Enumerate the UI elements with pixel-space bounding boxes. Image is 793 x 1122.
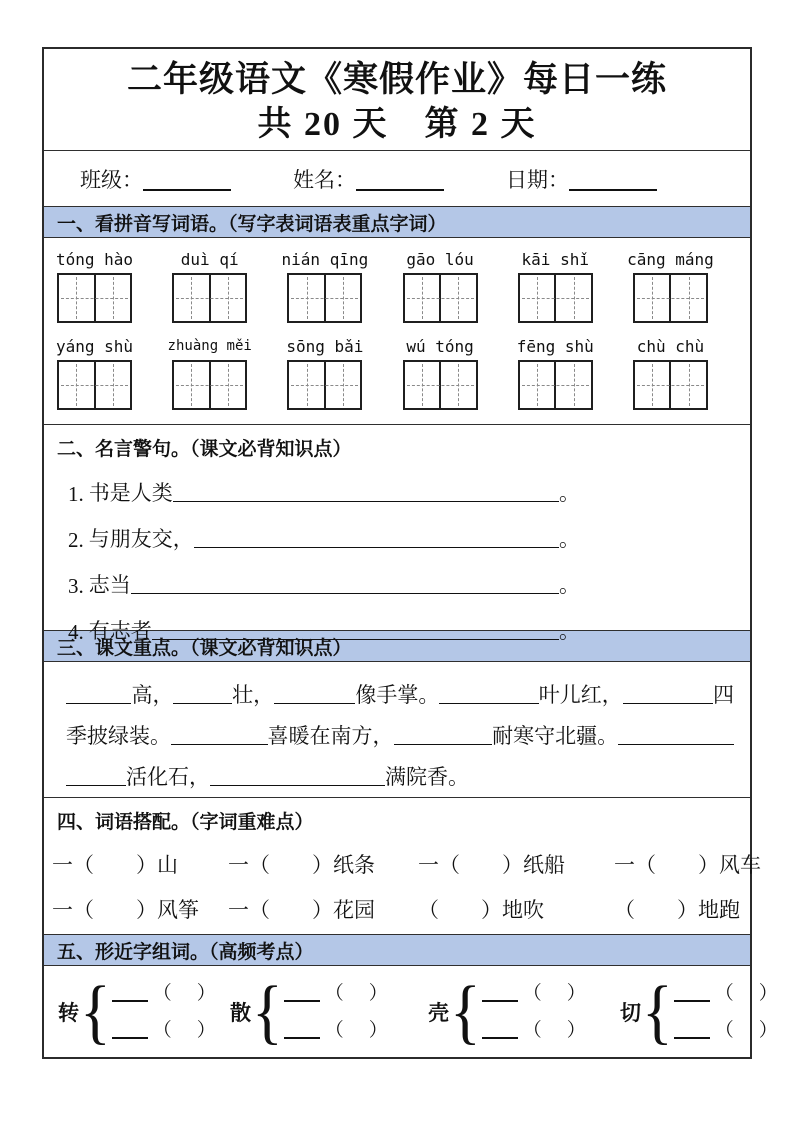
writing-box[interactable] — [287, 273, 362, 323]
answer-blank-line[interactable] — [173, 500, 559, 502]
word-paren-blank[interactable]: （ ） — [714, 1020, 781, 1041]
word-paren-blank[interactable]: （ ） — [324, 1020, 391, 1041]
pinyin-group — [403, 336, 478, 410]
class-field — [80, 164, 231, 194]
dashed-guide — [291, 298, 358, 299]
answer-blank-line[interactable] — [674, 1037, 710, 1039]
matching-item[interactable]: 一（ ）花园 — [228, 898, 375, 922]
dashed-guide — [637, 298, 704, 299]
word-paren-blank[interactable]: （ ） — [324, 983, 391, 1004]
pinyin-label: wú tóng — [406, 337, 474, 356]
section4 — [44, 797, 761, 934]
pinyin-group — [518, 249, 593, 323]
matching-row-2 — [44, 894, 750, 924]
answer-blank-line[interactable] — [284, 1037, 320, 1039]
pinyin-label: tóng hào — [55, 250, 134, 269]
dashed-guide — [637, 385, 704, 386]
pinyin-label: gāo lóu — [406, 250, 474, 269]
answer-blank-line[interactable] — [66, 702, 131, 704]
date-field — [506, 164, 657, 194]
passage-line-1 — [66, 668, 734, 709]
word-paren-blank[interactable]: （ ） — [152, 1020, 219, 1041]
matching-item[interactable]: 一（ ）纸条 — [228, 853, 375, 877]
matching-item[interactable]: （ ）地跑 — [614, 898, 740, 922]
section5-header-text: 五、形近字组词。（高频考点） — [57, 941, 314, 963]
pinyin-group — [627, 249, 714, 323]
matching-item[interactable]: 一（ ）山 — [52, 853, 178, 877]
passage-text: 像手掌。 — [355, 683, 440, 707]
brace-group — [230, 971, 428, 1051]
pinyin-label: duì qí — [180, 250, 239, 269]
word-paren-blank[interactable]: （ ） — [522, 983, 589, 1004]
base-character: 转 — [58, 1000, 79, 1025]
quote-suffix: 。 — [559, 619, 580, 643]
answer-blank-line[interactable] — [623, 702, 713, 704]
pinyin-group — [57, 249, 132, 323]
pinyin-label: kāi shǐ — [521, 250, 589, 269]
name-blank-line[interactable] — [356, 189, 444, 191]
writing-box[interactable] — [633, 273, 708, 323]
pinyin-label: fēng shù — [516, 337, 594, 356]
item-number: 2. — [68, 528, 84, 552]
dashed-guide — [176, 298, 243, 299]
date-blank-line[interactable] — [569, 189, 657, 191]
brace-icon: { — [252, 971, 283, 1051]
section3-header — [44, 630, 750, 661]
answer-blank-line[interactable] — [482, 1000, 518, 1002]
passage-text: 喜暖在南方， — [267, 724, 394, 748]
dashed-guide — [291, 385, 358, 386]
brace-icon: { — [450, 971, 481, 1051]
worksheet-table — [42, 47, 781, 1059]
section2 — [44, 424, 750, 644]
pinyin-group — [518, 336, 593, 410]
pinyin-label: sōng bǎi — [286, 337, 364, 356]
section2-header: 二、名言警句。（课文必背知识点） — [57, 439, 352, 460]
page-title: 二年级语文《寒假作业》每日一练 — [126, 60, 667, 99]
pinyin-label: nián qīng — [281, 250, 369, 269]
title-cell — [44, 49, 750, 150]
passage-text: 活化石， — [126, 765, 210, 789]
writing-box[interactable] — [403, 273, 478, 323]
answer-blank-line[interactable] — [171, 743, 268, 745]
class-blank-line[interactable] — [143, 189, 231, 191]
passage-text: 高， — [131, 683, 174, 707]
section5-content — [44, 965, 781, 1057]
dashed-guide — [522, 298, 589, 299]
name-label: 姓名： — [293, 167, 356, 192]
dashed-guide — [176, 385, 243, 386]
answer-blank-line[interactable] — [482, 1037, 518, 1039]
writing-box[interactable] — [172, 273, 247, 323]
writing-box[interactable] — [172, 360, 247, 410]
pinyin-label: zhuàng měi — [167, 338, 252, 354]
brace-group — [58, 971, 230, 1051]
matching-item[interactable]: 一（ ）风筝 — [52, 898, 199, 922]
brace-icon: { — [642, 971, 673, 1051]
answer-blank-line[interactable] — [284, 1000, 320, 1002]
pinyin-group — [57, 336, 132, 410]
answer-blank-line[interactable] — [66, 784, 126, 786]
word-paren-blank[interactable]: （ ） — [152, 983, 219, 1004]
writing-box[interactable] — [518, 360, 593, 410]
section1-header — [44, 206, 750, 237]
passage-text: 满院香。 — [385, 765, 469, 789]
passage-text: 壮， — [232, 683, 275, 707]
word-paren-blank[interactable]: （ ） — [522, 1020, 589, 1041]
section5-header — [44, 934, 750, 965]
passage-line-3 — [66, 750, 734, 791]
pinyin-group — [167, 336, 252, 410]
section1-content — [44, 237, 750, 424]
matching-item[interactable]: 一（ ）纸船 — [418, 853, 565, 877]
section3-content — [44, 661, 750, 797]
writing-box[interactable] — [518, 273, 593, 323]
answer-blank-line[interactable] — [131, 592, 559, 594]
matching-item[interactable]: （ ）地吹 — [418, 898, 544, 922]
base-character: 散 — [230, 1000, 251, 1025]
passage-text: 四 — [712, 683, 734, 707]
dashed-guide — [522, 385, 589, 386]
answer-blank-line[interactable] — [439, 702, 538, 704]
passage-text: 叶儿红， — [538, 683, 623, 707]
quote-prefix: 有志者 — [88, 619, 152, 643]
answer-blank-line[interactable] — [618, 743, 734, 745]
pinyin-label: yáng shù — [55, 337, 134, 356]
answer-blank-line[interactable] — [674, 1000, 710, 1002]
brace-group — [428, 971, 620, 1051]
pinyin-group — [172, 249, 247, 323]
pinyin-group — [281, 249, 369, 323]
answer-blank-line[interactable] — [173, 702, 232, 704]
brace-icon: { — [80, 971, 111, 1051]
name-field — [293, 164, 444, 194]
writing-box[interactable] — [287, 360, 362, 410]
info-row — [44, 150, 750, 206]
passage-line-2 — [66, 709, 734, 750]
pinyin-row-2 — [57, 336, 708, 410]
quote-suffix: 。 — [559, 481, 580, 505]
matching-row-1 — [44, 849, 761, 879]
answer-blank-line[interactable] — [394, 743, 493, 745]
item-number: 4. — [68, 620, 84, 644]
passage-text: 耐寒守北疆。 — [492, 724, 619, 748]
pinyin-group — [633, 336, 708, 410]
writing-box[interactable] — [57, 273, 132, 323]
dashed-guide — [407, 298, 474, 299]
quote-line-1 — [68, 475, 580, 507]
item-number: 3. — [68, 574, 84, 598]
section4-header: 四、词语搭配。（字词重难点） — [57, 812, 314, 833]
quote-suffix: 。 — [559, 527, 580, 551]
dashed-guide — [407, 385, 474, 386]
item-number: 1. — [68, 482, 84, 506]
pinyin-group — [403, 249, 478, 323]
writing-box[interactable] — [403, 360, 478, 410]
section3-header-text: 三、课文重点。（课文必背知识点） — [57, 637, 352, 659]
answer-blank-line[interactable] — [210, 784, 385, 786]
passage-text: 季披绿装。 — [66, 724, 171, 748]
base-character: 切 — [620, 1000, 641, 1025]
quote-suffix: 。 — [559, 573, 580, 597]
brace-group — [620, 971, 781, 1051]
dashed-guide — [61, 298, 128, 299]
quote-prefix: 志当 — [88, 573, 131, 597]
word-paren-blank[interactable]: （ ） — [714, 983, 781, 1004]
quote-prefix: 书是人类 — [88, 481, 173, 505]
section1-header-text: 一、看拼音写词语。（写字表词语表重点字词） — [57, 213, 447, 235]
pinyin-label: cāng máng — [627, 250, 714, 269]
quote-prefix: 与朋友交， — [88, 527, 194, 551]
dashed-guide — [61, 385, 128, 386]
quote-line-2 — [68, 521, 580, 553]
pinyin-label: chù chù — [636, 337, 705, 356]
pinyin-row-1 — [55, 249, 714, 323]
writing-box[interactable] — [57, 360, 132, 410]
matching-item[interactable]: 一（ ）风车 — [614, 853, 761, 877]
answer-blank-line[interactable] — [112, 1037, 148, 1039]
writing-box[interactable] — [633, 360, 708, 410]
answer-blank-line[interactable] — [112, 1000, 148, 1002]
class-label: 班级： — [80, 167, 143, 192]
answer-blank-line[interactable] — [194, 546, 559, 548]
quote-line-3 — [68, 567, 580, 599]
page-subtitle: 共 20 天 第 2 天 — [257, 106, 537, 143]
base-character: 壳 — [428, 1000, 449, 1025]
pinyin-group — [287, 336, 362, 410]
answer-blank-line[interactable] — [274, 702, 355, 704]
date-label: 日期： — [506, 167, 569, 192]
